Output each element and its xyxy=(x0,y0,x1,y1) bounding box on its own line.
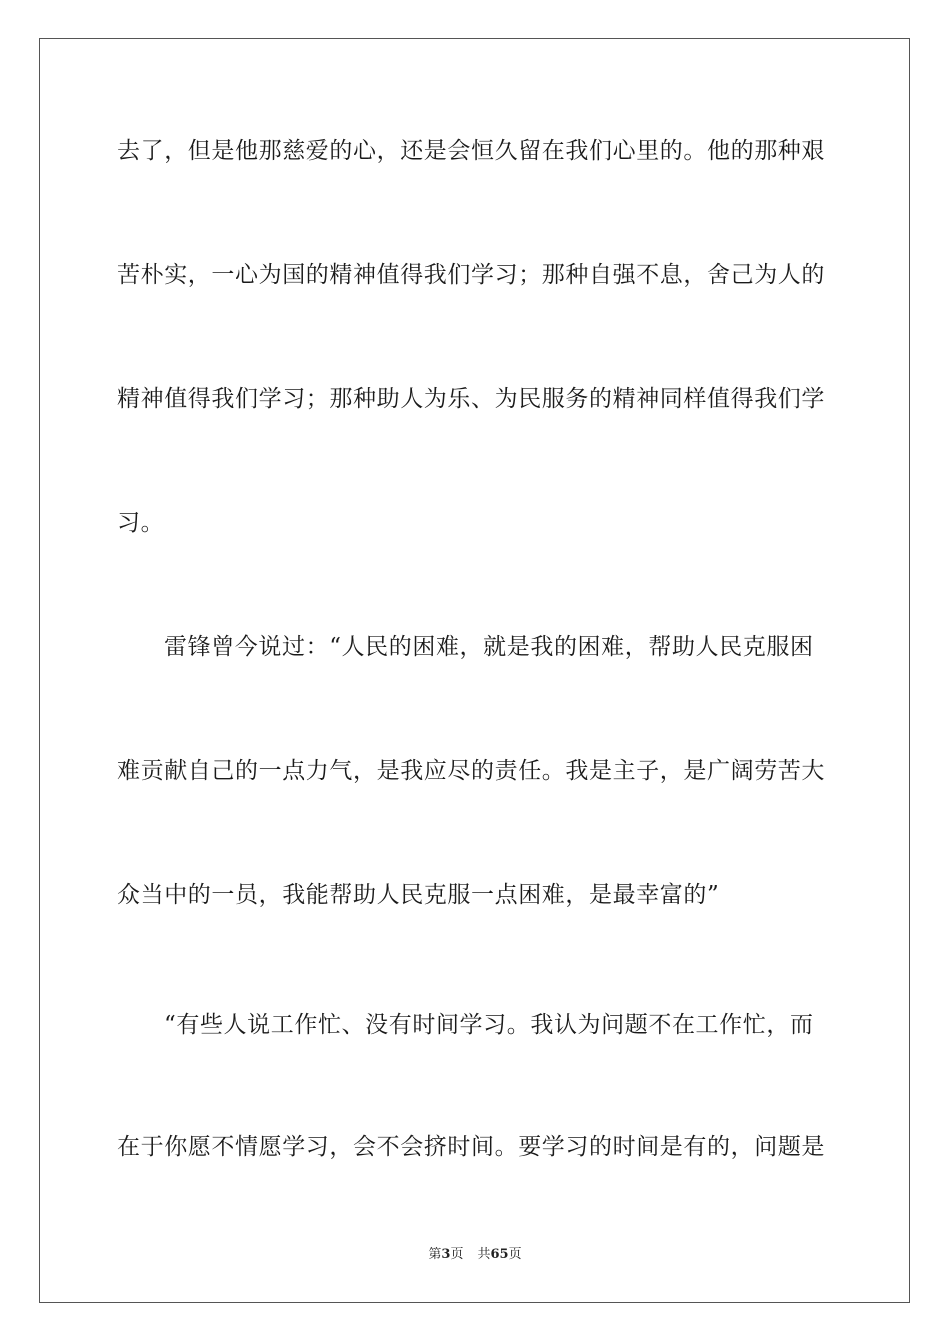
page-footer xyxy=(0,1246,950,1264)
paragraph-line: 难贡献自己的一点力气，是我应尽的责任。我是主子，是广阔劳苦大 xyxy=(117,758,825,784)
paragraph-line: 苦朴实，一心为国的精神值得我们学习；那种自强不息，舍己为人的 xyxy=(117,262,825,288)
page-number: 3 xyxy=(441,1247,451,1262)
paragraph-line: 众当中的一员，我能帮助人民克服一点困难，是最幸富的” xyxy=(117,882,720,908)
paragraph-line: 去了，但是他那慈爱的心，还是会恒久留在我们心里的。他的那种艰 xyxy=(117,138,825,164)
paragraph-line: 习。 xyxy=(117,510,165,536)
total-label-suffix: 页 xyxy=(508,1247,522,1262)
paragraph-line-indented: 雷锋曾今说过：“人民的困难，就是我的困难，帮助人民克服困 xyxy=(164,634,814,660)
page-label-suffix: 页 xyxy=(450,1247,464,1262)
total-pages: 65 xyxy=(490,1247,509,1262)
total-label-prefix: 共 xyxy=(477,1247,491,1262)
paragraph-line-indented: “有些人说工作忙、没有时间学习。我认为问题不在工作忙，而 xyxy=(164,1012,814,1038)
paragraph-line: 精神值得我们学习；那种助人为乐、为民服务的精神同样值得我们学 xyxy=(117,386,825,412)
paragraph-line: 在于你愿不情愿学习，会不会挤时间。要学习的时间是有的，问题是 xyxy=(117,1134,825,1160)
page-border xyxy=(39,38,910,1303)
page-label-prefix: 第 xyxy=(428,1247,442,1262)
